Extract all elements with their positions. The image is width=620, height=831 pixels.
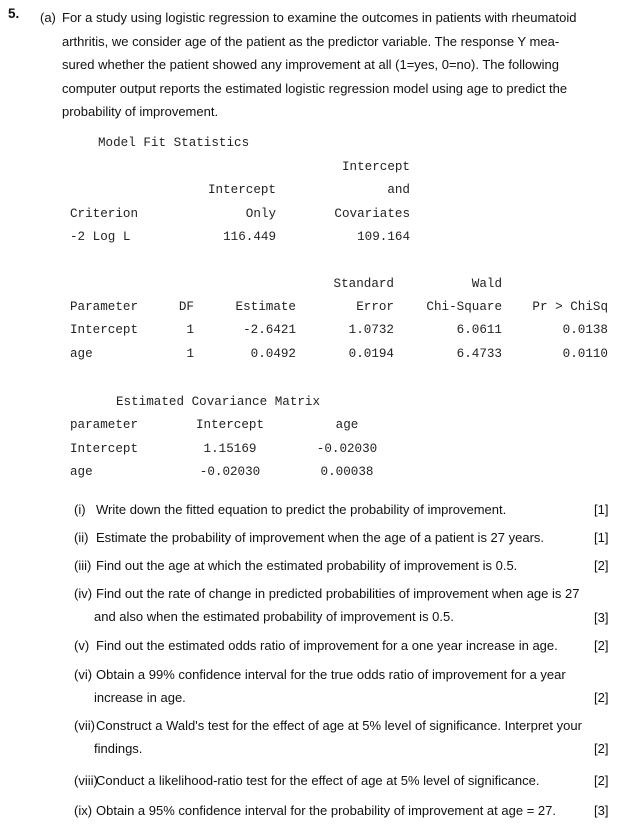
table-cell: age xyxy=(70,347,93,361)
table-cell: 1.0732 xyxy=(348,323,394,337)
marks: [2] xyxy=(594,773,609,788)
col-header: DF xyxy=(178,300,194,314)
table-cell: Intercept xyxy=(70,323,139,337)
col-header: and xyxy=(387,183,410,197)
subquestion-text: Obtain a 95% confidence interval for the probability of improvement at age = 27. xyxy=(96,803,556,818)
marks: [2] xyxy=(594,690,609,705)
col-header: Covariates xyxy=(334,207,410,221)
table-cell: 6.4733 xyxy=(456,347,502,361)
subquestion-label: (vi) xyxy=(74,667,93,682)
subquestion-v xyxy=(74,634,584,657)
table-cell: Intercept xyxy=(70,442,139,456)
subquestion-i xyxy=(74,498,584,521)
table-cell: 0.0110 xyxy=(562,347,608,361)
subquestion-text: and also when the estimated probability of improvement is 0.5. xyxy=(94,609,454,624)
table-cell: 1.15169 xyxy=(203,442,257,456)
subquestion-label: (ii) xyxy=(74,530,89,545)
intro-line-5: probability of improvement. xyxy=(62,104,219,119)
col-header: Intercept xyxy=(207,183,276,197)
table-cell: 116.449 xyxy=(223,230,276,244)
subquestion-label: (iii) xyxy=(74,558,92,573)
subquestion-text: Find out the rate of change in predicted probabilities of improvement when age is 27 xyxy=(96,586,580,601)
subquestion-text: Conduct a likelihood-ratio test for the effect of age at 5% level of significance. xyxy=(96,773,540,788)
marks: [3] xyxy=(594,803,609,818)
marks: [2] xyxy=(594,741,609,756)
table-cell: -2.6421 xyxy=(243,323,296,337)
marks: [3] xyxy=(594,610,609,625)
table-cell: 0.0194 xyxy=(348,347,394,361)
table-cell: -2 Log L xyxy=(70,230,131,244)
subquestion-iii xyxy=(74,554,584,577)
table-cell: 109.164 xyxy=(357,230,410,244)
col-header: Parameter xyxy=(70,300,139,314)
subquestion-label: (v) xyxy=(74,638,90,653)
marks: [2] xyxy=(594,558,609,573)
col-header: Standard xyxy=(333,277,394,291)
col-header: age xyxy=(335,418,359,432)
marks: [1] xyxy=(594,530,609,545)
subquestion-text: Find out the estimated odds ratio of improvement for a one year increase in age. xyxy=(96,638,558,653)
col-header: Intercept xyxy=(341,160,410,174)
subquestion-text: Write down the fitted equation to predict the probability of improvement. xyxy=(96,502,507,517)
table-cell: 1 xyxy=(186,347,194,361)
question-intro xyxy=(40,6,590,124)
intro-line-2: arthritis, we consider age of the patient as the predictor variable. The response Y mea- xyxy=(62,33,560,49)
col-header: Pr > ChiSq xyxy=(532,300,608,314)
part-label: (a) xyxy=(40,10,56,25)
col-header: Intercept xyxy=(195,418,265,432)
subquestion-label: (viii) xyxy=(74,773,98,788)
subquestion-vii xyxy=(74,714,584,760)
col-header: parameter xyxy=(70,418,139,432)
subquestion-text: Estimate the probability of improvement when the age of a patient is 27 years. xyxy=(96,530,545,545)
col-header: Chi-Square xyxy=(426,300,502,314)
table-cell: 0.0492 xyxy=(250,347,296,361)
intro-line-4: computer output reports the estimated logistic regression model using age to predict the xyxy=(62,80,568,96)
covariance-title: Estimated Covariance Matrix xyxy=(116,395,321,409)
intro-line-1: For a study using logistic regression to examine the outcomes in patients with rheumatoid xyxy=(62,10,577,25)
subquestion-label: (iv) xyxy=(74,586,93,601)
marks: [2] xyxy=(594,638,609,653)
table-cell: 6.0611 xyxy=(456,323,502,337)
subquestion-ii xyxy=(74,526,584,549)
subquestion-text: Find out the age at which the estimated probability of improvement is 0.5. xyxy=(96,558,518,573)
col-header: Criterion xyxy=(70,207,139,221)
col-header: Error xyxy=(356,300,394,314)
subquestion-label: (ix) xyxy=(74,803,93,818)
subquestion-vi xyxy=(74,663,584,709)
table-cell: age xyxy=(70,465,93,479)
col-header: Only xyxy=(245,207,276,221)
col-header: Estimate xyxy=(235,300,296,314)
col-header: Wald xyxy=(471,277,502,291)
subquestion-iv xyxy=(74,582,584,628)
table-cell: 1 xyxy=(186,323,194,337)
model-fit-title: Model Fit Statistics xyxy=(98,136,250,150)
marks: [1] xyxy=(594,502,609,517)
subquestion-text: Obtain a 99% confidence interval for the true odds ratio of improvement for a year xyxy=(96,667,566,682)
intro-line-3: sured whether the patient showed any improvement at all (1=yes, 0=no). The following xyxy=(62,57,559,72)
question-number: 5. xyxy=(8,6,20,21)
table-cell: -0.02030 xyxy=(199,465,261,479)
subquestion-text: Construct a Wald's test for the effect of age at 5% level of significance. Interpret your xyxy=(96,718,582,733)
subquestion-text: findings. xyxy=(94,741,143,756)
subquestion-label: (i) xyxy=(74,502,86,517)
subquestion-viii xyxy=(74,769,584,792)
table-cell: 0.0138 xyxy=(562,323,608,337)
table-cell: -0.02030 xyxy=(316,442,378,456)
subquestion-ix xyxy=(74,799,584,822)
subquestion-label: (vii) xyxy=(74,718,95,733)
subquestion-text: increase in age. xyxy=(94,690,186,705)
table-cell: 0.00038 xyxy=(320,465,374,479)
